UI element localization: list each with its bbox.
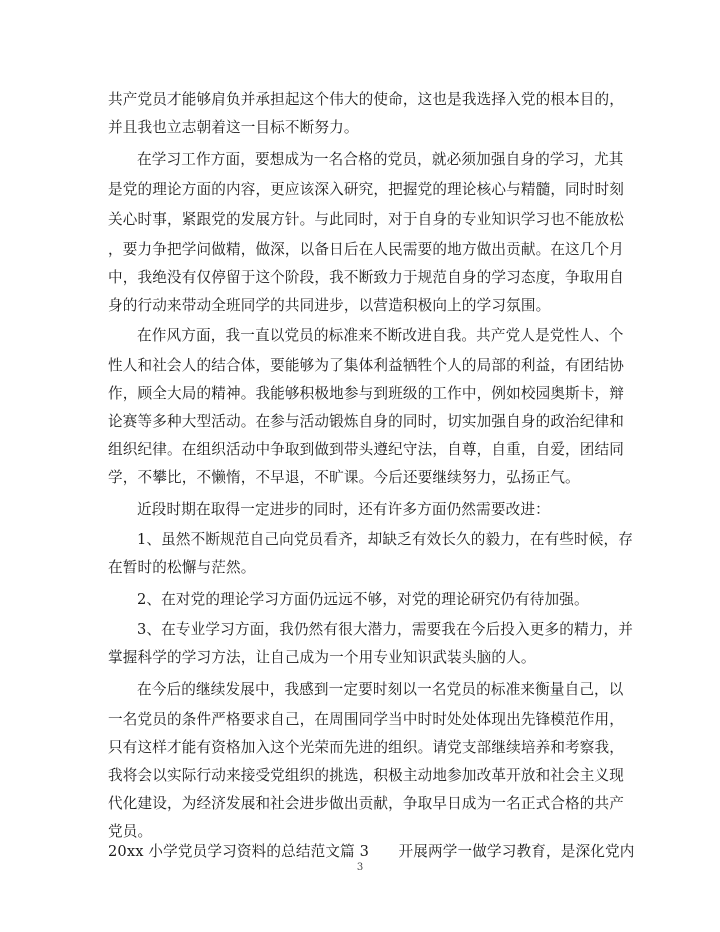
text-line: 代化建设，为经济发展和社会进步做出贡献，争取早日成为一名正式合格的共产	[108, 795, 625, 812]
text-line: 共产党员才能够肩负并承担起这个伟大的使命，这也是我选择入党的根本目的，	[108, 91, 625, 108]
text-line: 性人和社会人的结合体，要能够为了集体利益牺牲个人的局部的利益，有团结协	[108, 357, 625, 374]
text-line: 关心时事，紧跟党的发展方针。与此同时，对于自身的专业知识学习也不能放松	[108, 211, 625, 228]
text-line: 1、虽然不断规范自己向党员看齐，却缺乏有效长久的毅力，在有些时候，存	[137, 531, 633, 548]
text-line: 身的行动来带动全班同学的共同进步，以营造积极向上的学习氛围。	[108, 297, 551, 314]
text-line: 3、在专业学习方面，我仍然有很大潜力，需要我在今后投入更多的精力，并	[137, 621, 633, 638]
text-line: ，要力争把学问做精，做深，以备日后在人民需要的地方做出贡献。在这几个月	[108, 241, 625, 258]
text-line: 只有这样才能有资格加入这个光荣而先进的组织。请党支部继续培养和考察我，	[108, 739, 625, 756]
text-line: 组织纪律。在组织活动中争取到做到带头遵纪守法，自尊，自重，自爱，团结同	[108, 441, 625, 458]
text-line: 2、在对党的理论学习方面仍远远不够，对党的理论研究仍有待加强。	[137, 591, 589, 608]
text-line: 是党的理论方面的内容，更应该深入研究，把握党的理论核心与精髓，同时时刻	[108, 181, 625, 198]
text-line: 作，顾全大局的精神。我能够积极地参与到班级的工作中，例如校园奥斯卡，辩	[108, 385, 625, 402]
page-number: 3	[356, 862, 364, 873]
text-line: 20xx 小学党员学习资料的总结范文篇 3 开展两学一做学习教育，是深化党内	[108, 843, 635, 860]
text-line: 中，我绝没有仅停留于这个阶段，我不断致力于规范自身的学习态度，争取用自	[108, 269, 625, 286]
text-line: 在作风方面，我一直以党员的标准来不断改进自我。共产党人是党性人、个	[137, 327, 624, 344]
text-line: 我将会以实际行动来接受党组织的挑选，积极主动地参加改革开放和社会主义现	[108, 767, 625, 784]
text-line: 一名党员的条件严格要求自己，在周围同学当中时时处处体现出先锋模范作用，	[108, 711, 625, 728]
text-line: 并且我也立志朝着这一目标不断努力。	[108, 119, 359, 136]
text-line: 掌握科学的学习方法，让自己成为一个用专业知识武装头脑的人。	[108, 649, 536, 666]
text-line: 党员。	[108, 823, 153, 840]
text-line: 学，不攀比，不懒惰，不早退，不旷课。今后还要继续努力，弘扬正气。	[108, 469, 580, 486]
text-line: 论赛等多种大型活动。在参与活动锻炼自身的同时，切实加强自身的政治纪律和	[108, 413, 625, 430]
text-line: 近段时期在取得一定进步的同时，还有许多方面仍然需要改进：	[137, 501, 550, 518]
text-line: 在今后的继续发展中，我感到一定要时刻以一名党员的标准来衡量自己，以	[137, 681, 624, 698]
text-line: 在暂时的松懈与茫然。	[108, 559, 256, 576]
text-line: 在学习工作方面，要想成为一名合格的党员，就必须加强自身的学习，尤其	[137, 151, 624, 168]
